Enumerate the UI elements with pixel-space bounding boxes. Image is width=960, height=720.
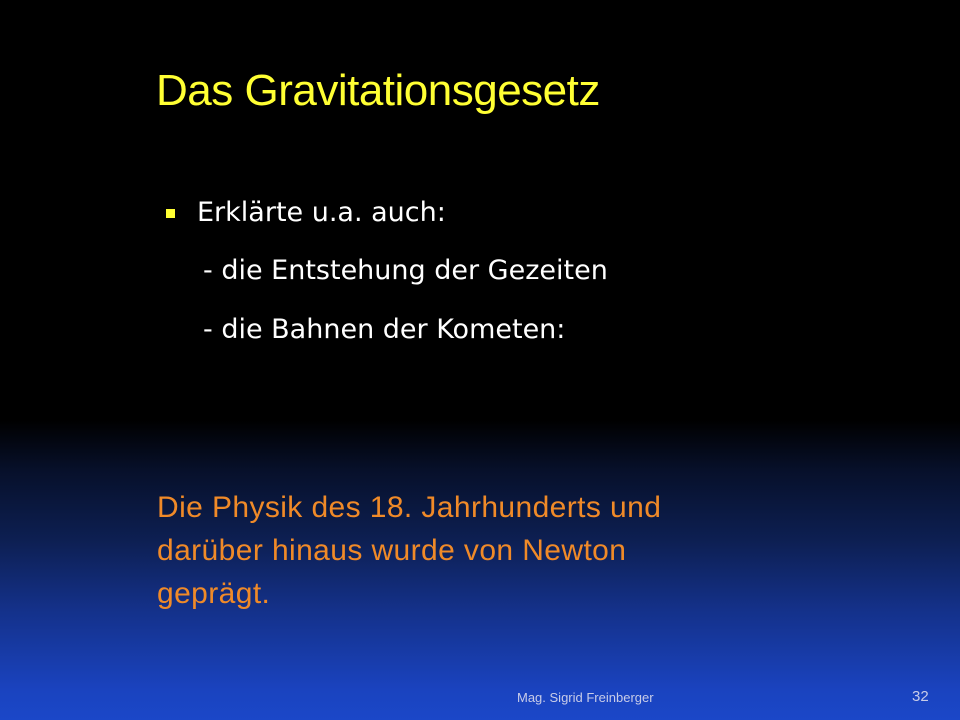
slide-title: Das Gravitationsgesetz xyxy=(156,66,600,115)
square-bullet-icon xyxy=(166,209,175,218)
bullet-text: Erklärte u.a. auch: xyxy=(197,197,446,228)
slide-footer-author: Mag. Sigrid Freinberger xyxy=(517,690,654,705)
highlight-note xyxy=(157,486,797,615)
note-line: darüber hinaus wurde von Newton xyxy=(157,534,627,567)
note-line: geprägt. xyxy=(157,577,271,610)
note-line: Die Physik des 18. Jahrhunderts und xyxy=(157,491,662,524)
sub-item-gezeiten: - die Entstehung der Gezeiten xyxy=(203,255,608,286)
slide-page-number: 32 xyxy=(912,688,929,705)
sub-item-kometen: - die Bahnen der Kometen: xyxy=(203,314,566,345)
bullet-item xyxy=(166,197,446,228)
